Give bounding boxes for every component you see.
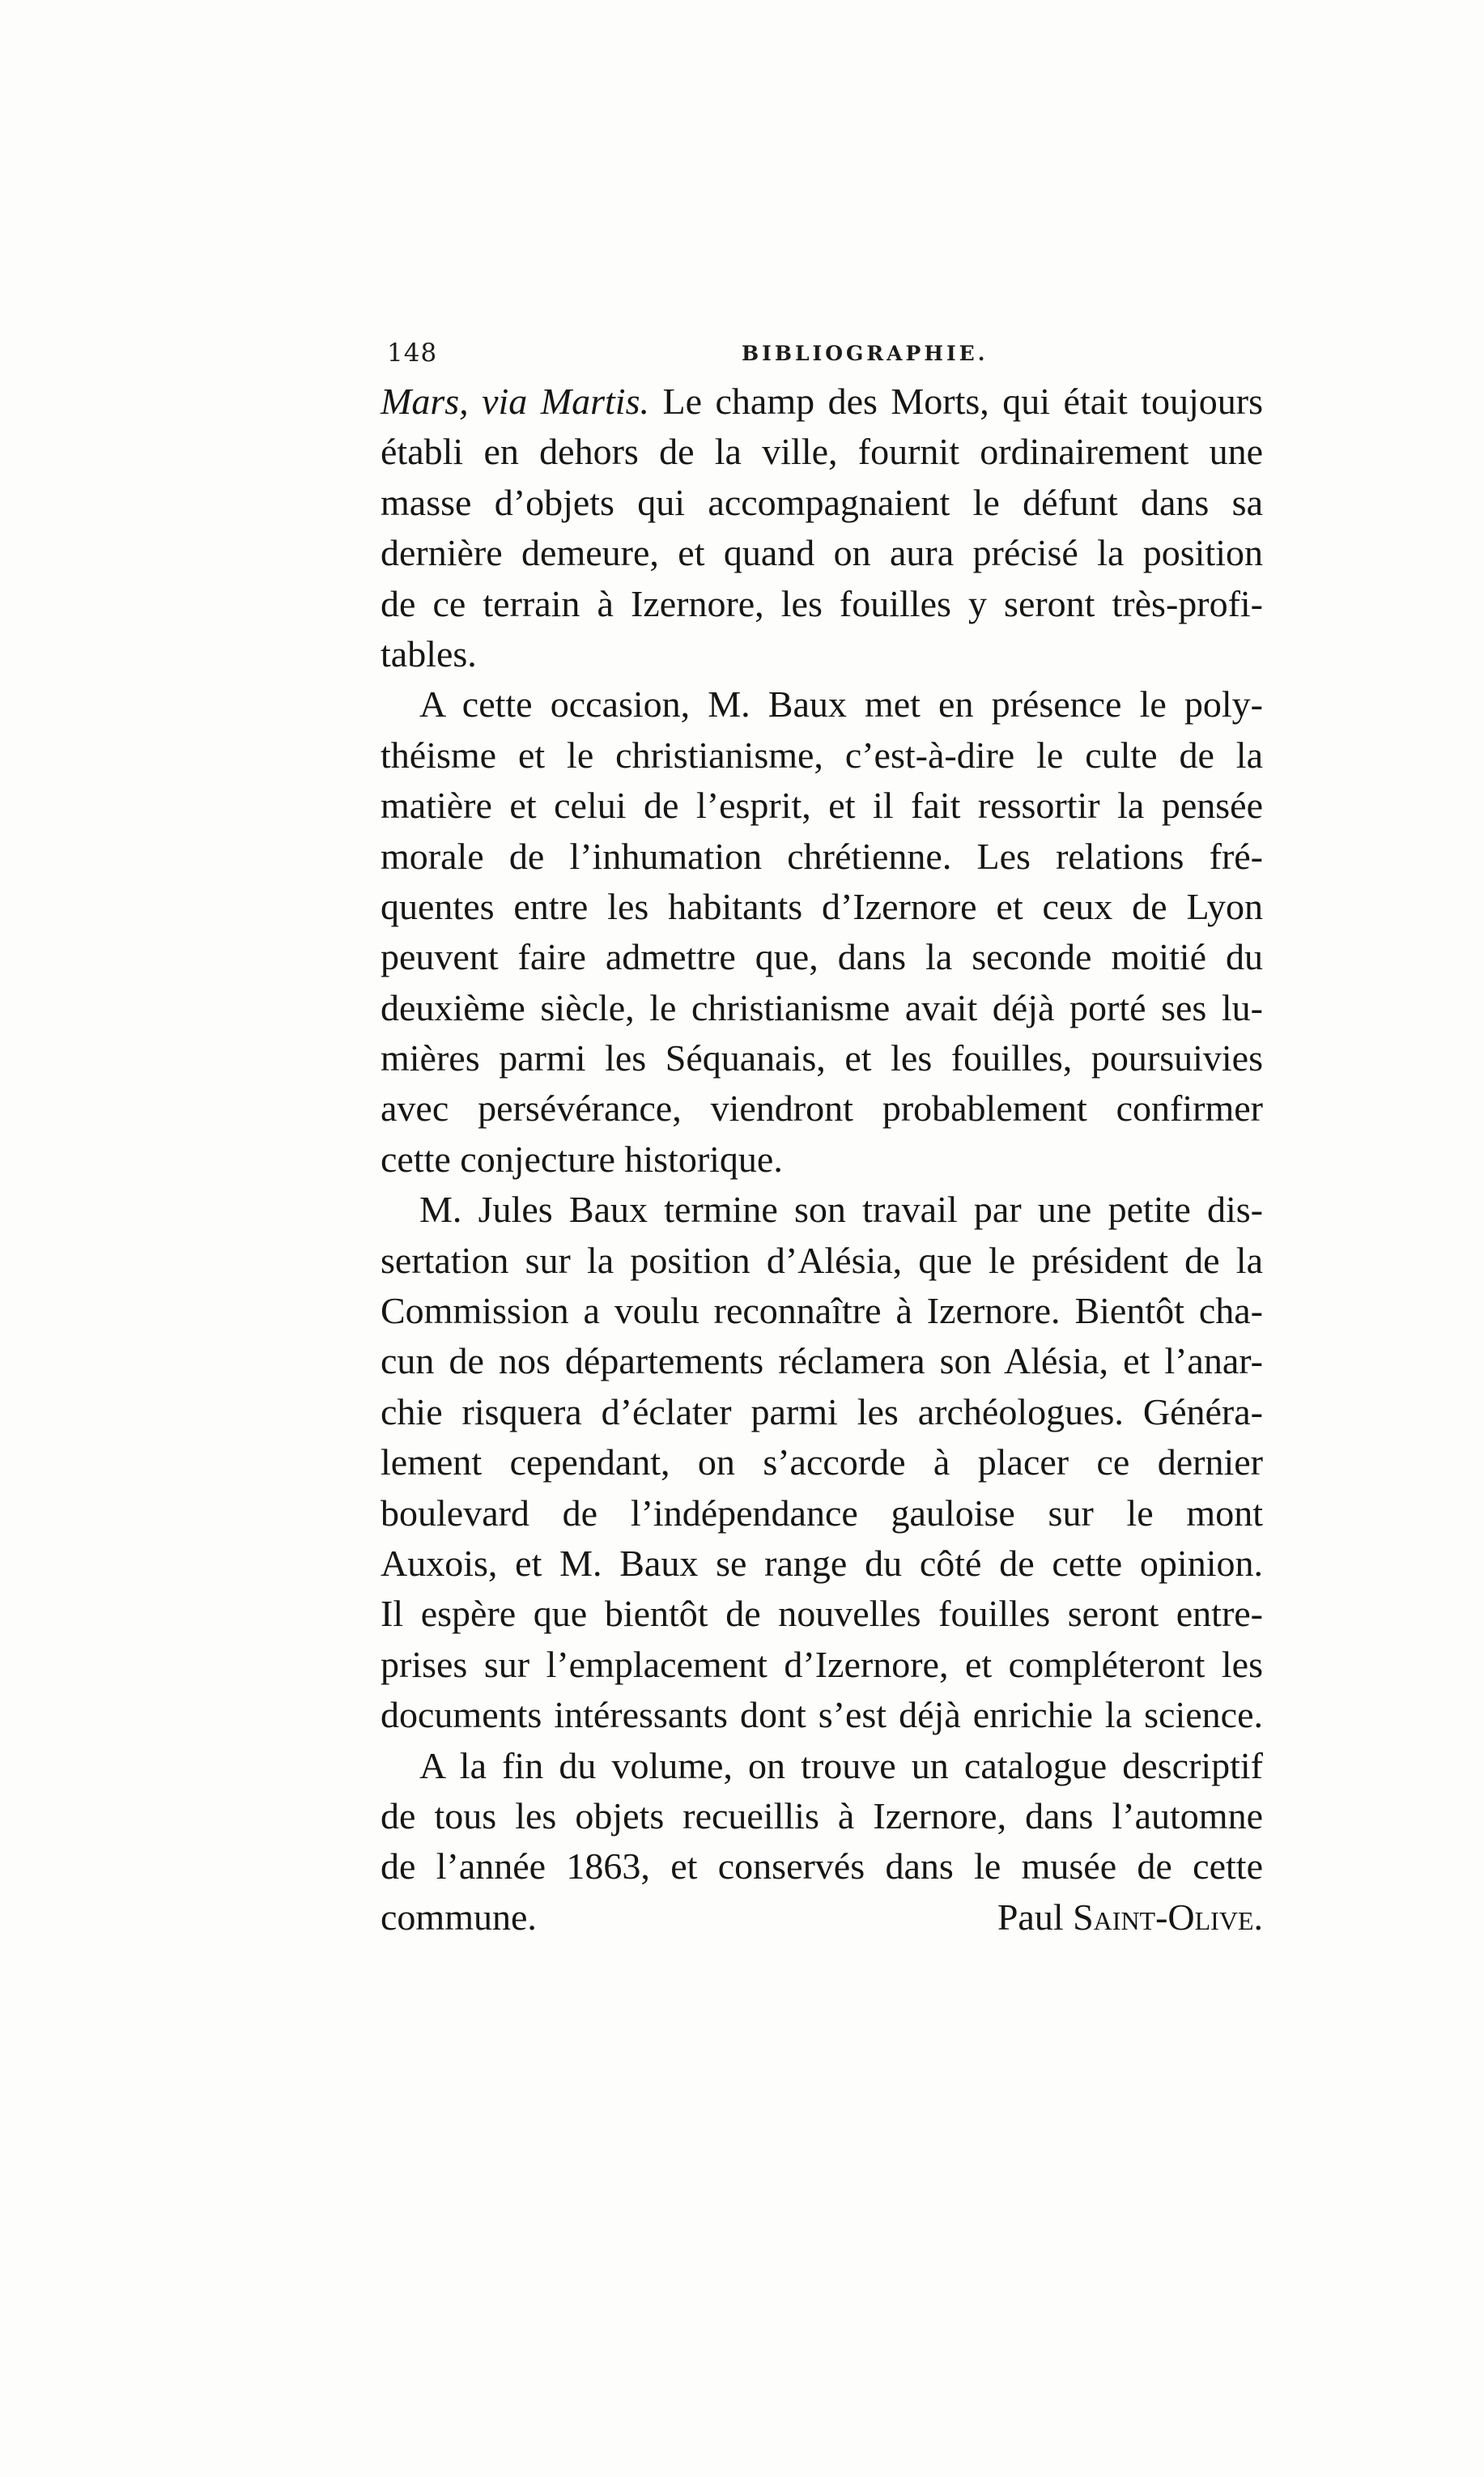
text-line: cette conjecture historique.	[381, 1138, 783, 1180]
running-title: BIBLIOGRAPHIE.	[742, 342, 989, 365]
running-head	[387, 338, 1263, 371]
text-line: morale de l’inhumation chrétienne. Les relations fré-	[381, 835, 1263, 877]
text-line: tables.	[381, 632, 477, 675]
author-first-name: Paul	[997, 1896, 1064, 1938]
paragraph-4	[381, 1741, 1263, 1943]
author-signature	[997, 1892, 1263, 1943]
text-line: prises sur l’emplacement d’Izernore, et compléteront les	[381, 1643, 1263, 1685]
text-line: théisme et le christianisme, c’est-à-dire le culte de la	[381, 734, 1263, 776]
page-number: 148	[387, 338, 438, 368]
text-line: mières parmi les Séquanais, et les fouilles, poursuivies	[381, 1037, 1263, 1079]
text-line	[381, 377, 1263, 427]
text-line: A cette occasion, M. Baux met en présence le poly-	[419, 683, 1263, 726]
paragraph-1	[381, 377, 1263, 679]
text-line: cun de nos départements réclamera son Alésia, et l’anar-	[381, 1340, 1263, 1382]
text-line: de l’année 1863, et conservés dans le musée de cette	[381, 1845, 1263, 1888]
text-line: établi en dehors de la ville, fournit ordinairement une	[381, 431, 1263, 473]
text-line: M. Jules Baux termine son travail par une petite dis-	[419, 1189, 1263, 1231]
text-line: Il espère que bientôt de nouvelles fouilles seront entre-	[381, 1593, 1263, 1635]
text-line: boulevard de l’indépendance gauloise sur le mont	[381, 1492, 1263, 1534]
author-last-name: Saint-Olive.	[1073, 1896, 1263, 1938]
text-line: deuxième siècle, le christianisme avait déjà porté ses lu-	[381, 986, 1263, 1028]
text-line-with-signature	[381, 1892, 1263, 1943]
italic-phrase: Mars, via Martis.	[381, 381, 649, 422]
text-line: de ce terrain à Izernore, les fouilles y seront très-profi-	[381, 582, 1263, 624]
text-line: A la fin du volume, on trouve un catalogue descriptif	[419, 1744, 1263, 1786]
text-line: masse d’objets qui accompagnaient le défunt dans sa	[381, 481, 1263, 523]
text-line: avec persévérance, viendront probablement confirmer	[381, 1087, 1263, 1130]
text-line: dernière demeure, et quand on aura précisé la position	[381, 532, 1263, 574]
text-line: de tous les objets recueillis à Izernore, dans l’automne	[381, 1794, 1263, 1836]
text-line: matière et celui de l’esprit, et il fait ressortir la pensée	[381, 785, 1263, 827]
body-text	[381, 377, 1263, 1943]
text-line: lement cependant, on s’accorde à placer ce dernier	[381, 1441, 1263, 1483]
text-line: sertation sur la position d’Alésia, que le président de la	[381, 1239, 1263, 1281]
text-line: peuvent faire admettre que, dans la seconde moitié du	[381, 936, 1263, 978]
text-line: Commission a voulu reconnaître à Izernore. Bientôt cha-	[381, 1290, 1263, 1332]
text-line: chie risquera d’éclater parmi les archéologues. Généra-	[381, 1390, 1263, 1432]
paragraph-2	[381, 679, 1263, 1185]
line-text: Le champ des Morts, qui était toujours	[648, 381, 1263, 422]
paragraph-3	[381, 1185, 1263, 1740]
text-line: Auxois, et M. Baux se range du côté de cette opinion.	[381, 1542, 1263, 1584]
line-text: commune.	[381, 1896, 537, 1938]
text-line: quentes entre les habitants d’Izernore et ceux de Lyon	[381, 885, 1263, 927]
text-line: documents intéressants dont s’est déjà enrichie la science.	[381, 1694, 1263, 1736]
